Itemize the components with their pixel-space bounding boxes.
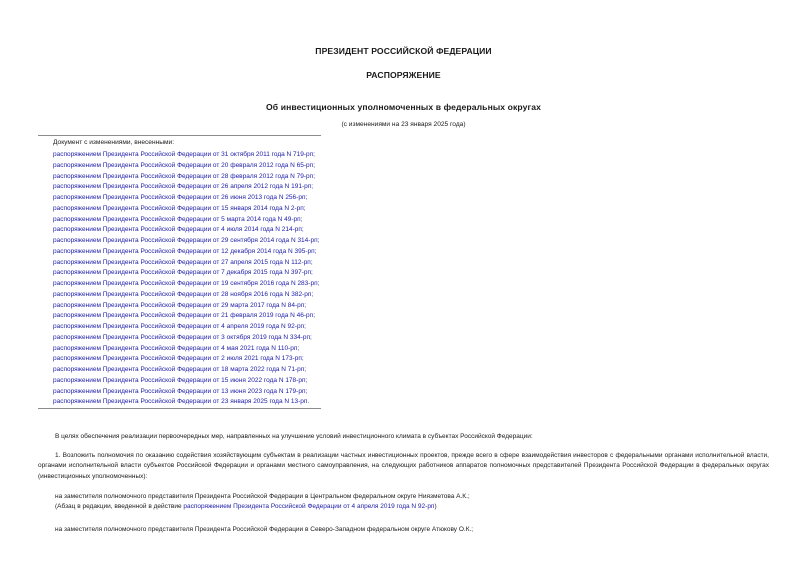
- change-link[interactable]: распоряжением Президента Российской Федерации от 29 марта 2017 года N 84-рп;: [53, 301, 307, 309]
- change-link[interactable]: распоряжением Президента Российской Федерации от 4 апреля 2019 года N 92-рп;: [53, 323, 306, 330]
- amendment-note: [55, 502, 769, 512]
- change-link[interactable]: распоряжением Президента Российской Федерации от 4 июля 2014 года N 214-рп;: [53, 226, 304, 234]
- appointee-central: на заместителя полномочного представителя Президента Российской Федерации в Центральном федеральном округе Ниязметова А.К.;: [55, 493, 470, 500]
- document-type-heading: РАСПОРЯЖЕНИЕ: [366, 70, 441, 80]
- change-link[interactable]: распоряжением Президента Российской Федерации от 23 января 2025 года N 13-рп.: [53, 398, 310, 406]
- changes-list: [53, 150, 319, 408]
- change-link[interactable]: распоряжением Президента Российской Федерации от 26 июня 2013 года N 256-рп;: [53, 194, 308, 201]
- change-link[interactable]: распоряжением Президента Российской Федерации от 29 сентября 2014 года N 314-рп;: [53, 237, 320, 244]
- amendment-note-prefix: (Абзац в редакции, введенной в действие: [55, 503, 184, 510]
- change-link[interactable]: распоряжением Президента Российской Федерации от 20 февраля 2012 года N 65-рп;: [53, 161, 315, 169]
- change-link[interactable]: распоряжением Президента Российской Федерации от 27 апреля 2015 года N 112-рп;: [53, 258, 313, 266]
- change-link[interactable]: распоряжением Президента Российской Федерации от 15 июня 2022 года N 178-рп;: [53, 376, 308, 384]
- appointee-northwest: на заместителя полномочного представителя Президента Российской Федерации в Северо-Западном федеральном округе Атюкову О.К.;: [55, 526, 474, 533]
- changes-heading: Документ с изменениями, внесенными:: [53, 139, 175, 146]
- change-link[interactable]: распоряжением Президента Российской Федерации от 21 февраля 2019 года N 46-рп;: [53, 312, 315, 320]
- change-link[interactable]: распоряжением Президента Российской Федерации от 12 декабря 2014 года N 395-рп;: [53, 247, 317, 255]
- change-link[interactable]: распоряжением Президента Российской Федерации от 13 июня 2023 года N 179-рп;: [53, 387, 308, 395]
- divider-bottom: [38, 408, 321, 409]
- revision-note: (с изменениями на 23 января 2025 года): [341, 121, 466, 128]
- change-link[interactable]: распоряжением Президента Российской Федерации от 2 июля 2021 года N 173-рп;: [53, 355, 304, 363]
- change-link[interactable]: распоряжением Президента Российской Федерации от 28 ноября 2016 года N 382-рп;: [53, 290, 314, 298]
- change-link[interactable]: распоряжением Президента Российской Федерации от 28 февраля 2012 года N 79-рп;: [53, 172, 315, 180]
- change-link[interactable]: распоряжением Президента Российской Федерации от 5 марта 2014 года N 49-рп;: [53, 215, 303, 223]
- change-link[interactable]: распоряжением Президента Российской Федерации от 7 декабря 2015 года N 397-рп;: [53, 269, 313, 277]
- document-title: Об инвестиционных уполномоченных в федеральных округах: [266, 102, 541, 112]
- change-link[interactable]: распоряжением Президента Российской Федерации от 15 января 2014 года N 2-рп;: [53, 204, 306, 212]
- change-link[interactable]: распоряжением Президента Российской Федерации от 4 мая 2021 года N 110-рп;: [53, 344, 300, 352]
- issuer-heading: ПРЕЗИДЕНТ РОССИЙСКОЙ ФЕДЕРАЦИИ: [315, 46, 492, 56]
- change-link[interactable]: распоряжением Президента Российской Федерации от 19 сентября 2016 года N 283-рп;: [53, 280, 320, 287]
- change-link[interactable]: распоряжением Президента Российской Федерации от 3 октября 2019 года N 334-рп;: [53, 333, 312, 341]
- divider-top: [38, 135, 321, 136]
- paragraph-1: 1. Возложить полномочия по оказанию содействия хозяйствующим субъектам в реализации частных инвестиционных проектов, прежде всего в сфере взаимодействия инвесторов с федеральными органами исполнительной власти, органами исполнительной власти субъектов Российской Федерации и органами местного самоуправления, на следующих работников аппаратов полномочных представителей Президента Российской Федерации в федеральных округах (инвестиционных уполномоченных):: [38, 452, 769, 480]
- change-link[interactable]: распоряжением Президента Российской Федерации от 26 апреля 2012 года N 191-рп;: [53, 183, 314, 191]
- change-link[interactable]: распоряжением Президента Российской Федерации от 18 марта 2022 года N 71-рп;: [53, 366, 307, 373]
- amendment-note-suffix: ): [434, 503, 437, 510]
- intro-paragraph: В целях обеспечения реализации первоочередных мер, направленных на улучшение условий инвестиционного климата в субъектах Российской Федерации:: [55, 433, 533, 440]
- change-link[interactable]: распоряжением Президента Российской Федерации от 31 октября 2011 года N 719-рп;: [53, 151, 315, 158]
- amendment-link[interactable]: распоряжением Президента Российской Федерации от 4 апреля 2019 года N 92-рп: [183, 503, 435, 510]
